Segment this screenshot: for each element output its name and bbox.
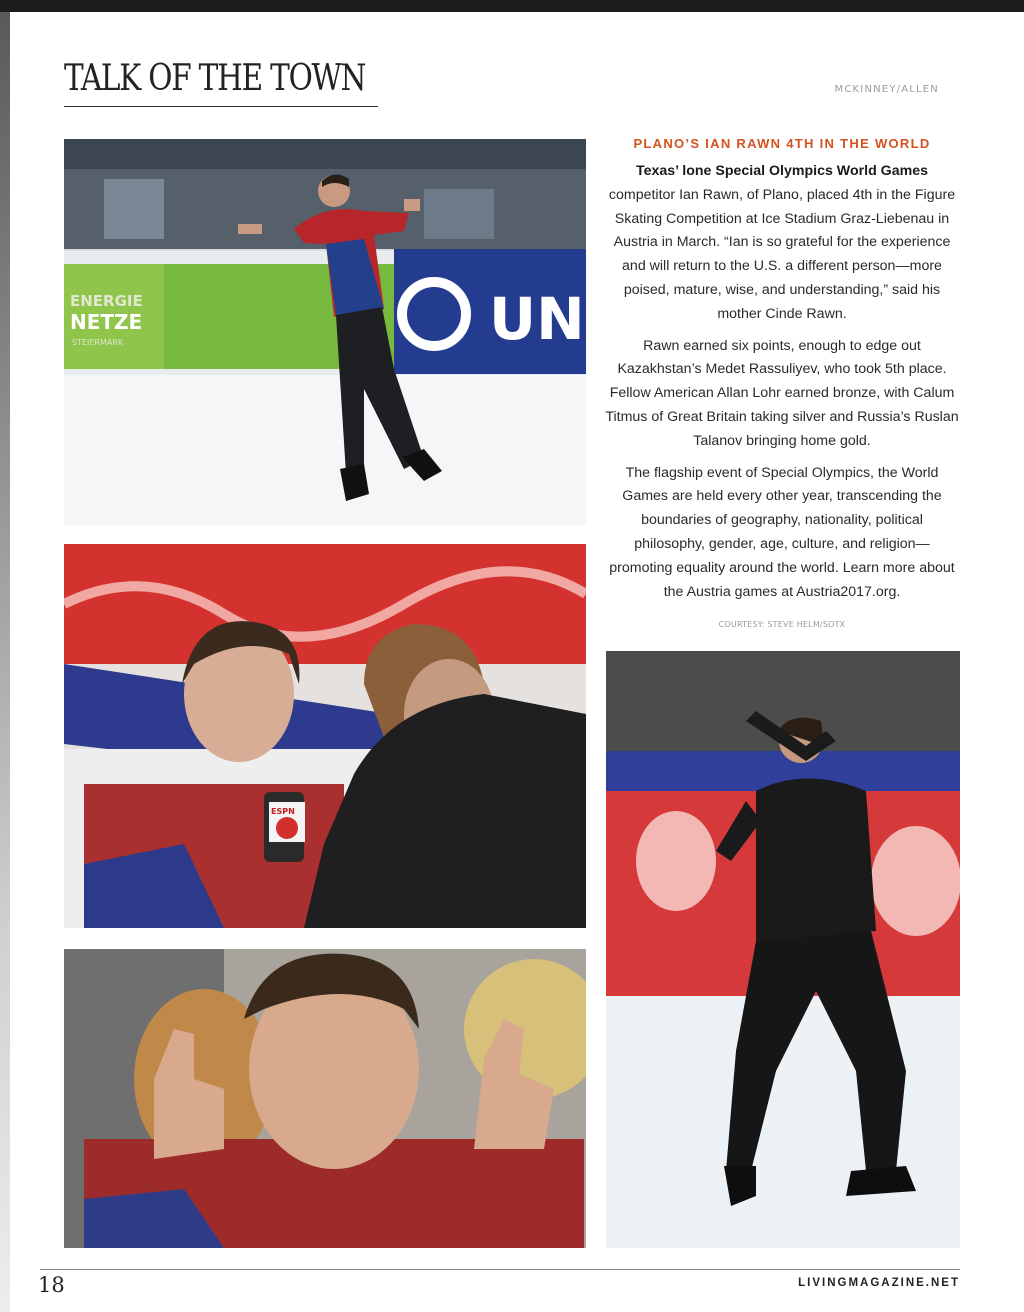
photo-thumbs-up: [64, 949, 586, 1248]
banner-text-3: STEIERMARK: [72, 338, 124, 347]
photo-skater-pose: [606, 651, 960, 1248]
photo-skater-jump: [64, 139, 586, 525]
article: [604, 134, 960, 612]
photo-interview: [64, 544, 586, 928]
article-lead: Texas’ lone Special Olympics World Games: [635, 163, 928, 179]
title-underline: [64, 106, 378, 107]
page-number: 18: [38, 1273, 65, 1297]
section-title: TALK OF THE TOWN: [64, 58, 366, 99]
banner-text-1: ENERGIE: [70, 292, 143, 310]
article-headline: PLANO’S IAN RAWN 4TH IN THE WORLD: [633, 136, 931, 151]
article-paragraph-1: [604, 160, 960, 327]
article-paragraph-2: Rawn earned six points, enough to edge out Kazakhstan’s Medet Rassuliyev, who took 5th place. Fellow American Allan Lohr earned bronze, with Calum Titmus of Great Britain taking silver and Russia’s Ruslan Talanov bringing home gold.: [605, 337, 959, 449]
page-edge-shadow: [0, 12, 10, 1312]
article-paragraph-1-text: competitor Ian Rawn, of Plano, placed 4th in the Figure Skating Competition at Ice Stadium Graz-Liebenau in Austria in March. “Ian is so grateful for the experience and will return to the U.S. a different person—more poised, mature, wise, and understanding,” said his mother Cinde Rawn.: [608, 186, 956, 322]
banner-text-4: UN: [489, 285, 585, 353]
region-label: MCKINNEY/ALLEN: [834, 84, 939, 95]
top-bar: [0, 0, 1024, 12]
mic-flag-text: ESPN: [271, 807, 295, 816]
photo-credit: COURTESY: STEVE HELM/SOTX: [718, 620, 846, 629]
footer-rule: [40, 1269, 960, 1270]
banner-text-2: NETZE: [70, 310, 143, 334]
site-url: LIVINGMAGAZINE.NET: [798, 1277, 960, 1289]
article-paragraph-3: The flagship event of Special Olympics, the World Games are held every other year, transcending the boundaries of geography, nationality, political philosophy, gender, age, culture, and religion—promoting equality around the world. Learn more about the Austria games at Austria2017.org.: [609, 464, 955, 600]
